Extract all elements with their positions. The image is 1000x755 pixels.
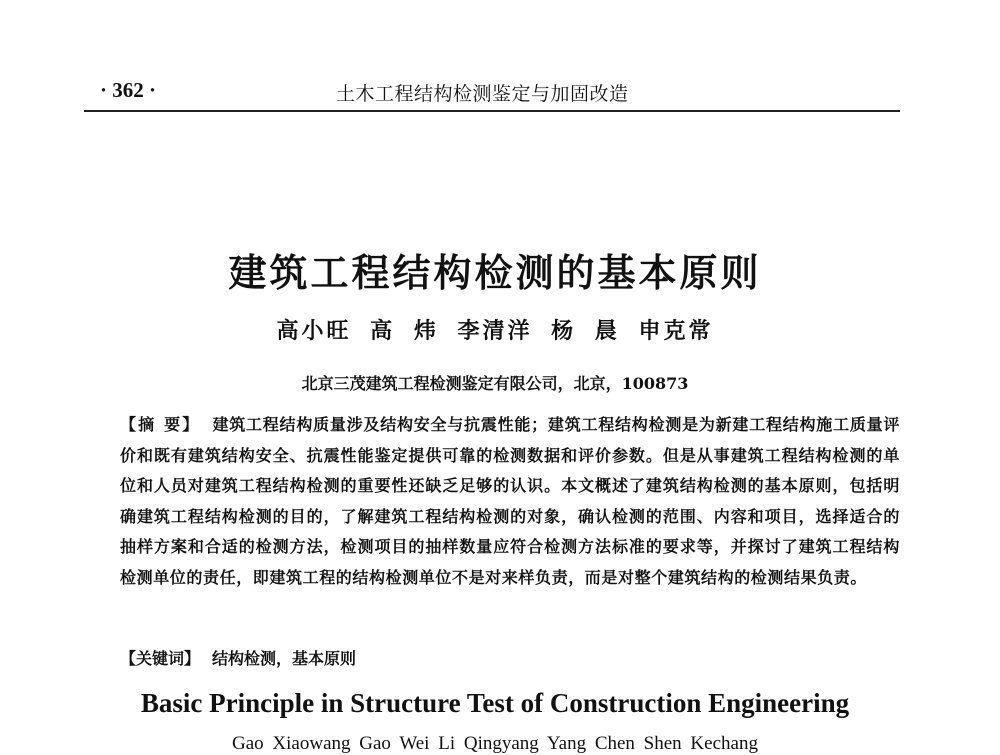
abstract-label: 【摘 要】 xyxy=(120,415,201,434)
english-title: Basic Principle in Structure Test of Construction Engineering xyxy=(140,688,850,718)
page-header xyxy=(84,74,900,106)
keywords-text: 结构检测，基本原则 xyxy=(212,649,357,668)
keywords-label: 【关键词】 xyxy=(120,649,201,668)
running-title: 土木工程结构检测鉴定与加固改造 xyxy=(336,83,629,105)
english-authors: Gao Xiaowang Gao Wei Li Qingyang Yang Chen Shen Kechang xyxy=(232,733,758,754)
paper-title: 建筑工程结构检测的基本原则 xyxy=(228,250,762,295)
abstract-text: 建筑工程结构质量涉及结构安全与抗震性能；建筑工程结构检测是为新建工程结构施工质量评价和既有建筑结构安全、抗震性能鉴定提供可靠的检测数据和评价参数。但是从事建筑工程结构检测的单位和人员对建筑工程结构检测的重要性还缺乏足够的认识。本文概述了建筑结构检测的基本原则，包括明确建筑工程结构检测的目的，了解建筑工程结构检测的对象，确认检测的范围、内容和项目，选择适合的抽样方案和合适的检测方法，检测项目的抽样数量应符合检测方法标准的要求等，并探讨了建筑工程结构检测单位的责任，即建筑工程的结构检测单位不是对来样负责，而是对整个建筑结构的检测结果负责。 xyxy=(120,415,900,587)
keywords xyxy=(120,646,900,669)
page-number: · 362 · xyxy=(100,78,157,102)
author-list: 高小旺 高 炜 李清洋 杨 晨 申克常 xyxy=(276,318,714,344)
affiliation: 北京三茂建筑工程检测鉴定有限公司，北京，100873 xyxy=(301,374,689,393)
abstract xyxy=(120,410,900,593)
header-rule xyxy=(84,110,900,112)
